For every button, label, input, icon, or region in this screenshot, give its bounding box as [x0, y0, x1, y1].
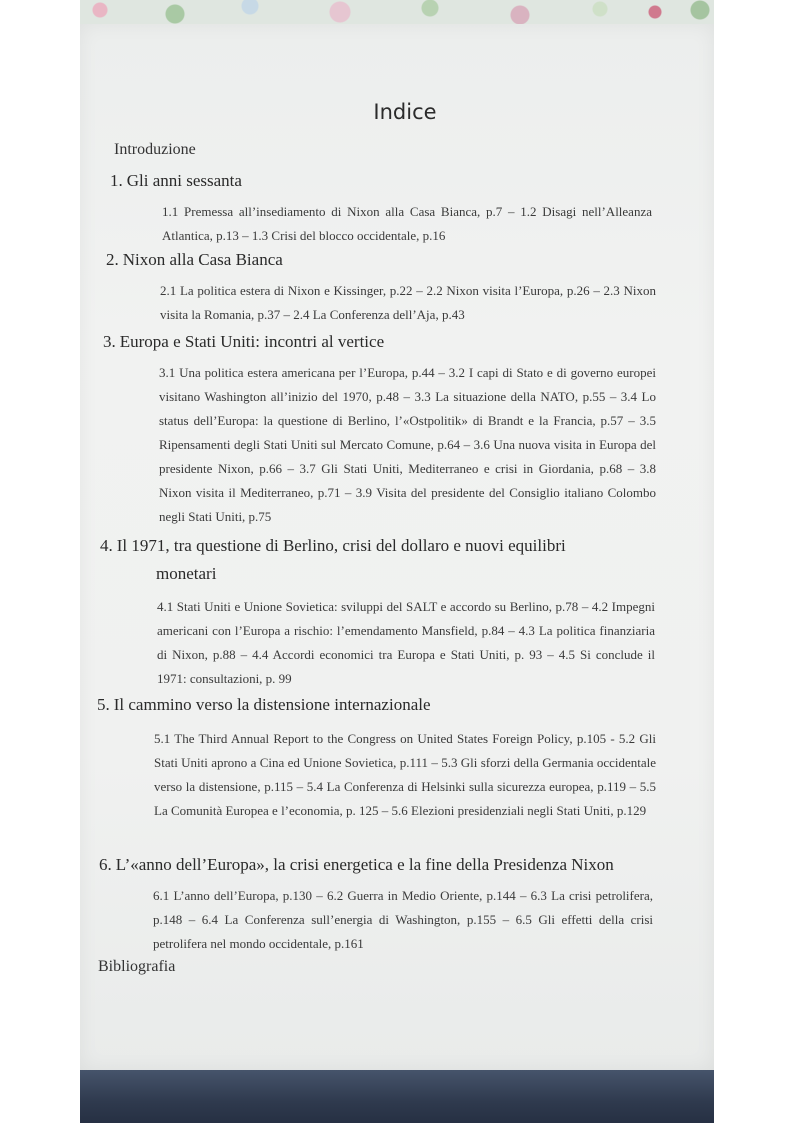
chapter-title: L’«anno dell’Europa», la crisi energetica e la fine della Presidenza Nixon: [115, 855, 614, 874]
bibliography-entry: Bibliografia: [98, 958, 176, 975]
dark-fabric-background: [80, 1070, 714, 1123]
chapter-title: Il 1971, tra questione di Berlino, crisi del dollaro e nuovi equilibri: [116, 536, 566, 555]
introduction-entry: Introduzione: [114, 141, 196, 158]
chapter-number: 2.: [106, 250, 119, 269]
chapter-3-heading: [103, 332, 384, 352]
chapter-number: 6.: [99, 855, 112, 874]
chapter-2-sections: 2.1 La politica estera di Nixon e Kissinger, p.22 – 2.2 Nixon visita l’Europa, p.26 – 2.3 Nixon visita la Romania, p.37 – 2.4 La Conferenza dell’Aja, p.43: [160, 283, 656, 322]
chapter-4-sections: 4.1 Stati Uniti e Unione Sovietica: sviluppi del SALT e accordo su Berlino, p.78 – 4.2 Impegni americani con l’Europa a rischio: l’emendamento Mansfield, p.84 – 4.3 La politica finanziaria di Nixon, p.88 – 4.4 Accordi economici tra Europa e Stati Uniti, p. 93 – 4.5 Si conclude il 1971: consultazioni, p. 99: [157, 599, 655, 686]
chapter-4-heading: [100, 536, 566, 556]
chapter-title: Il cammino verso la distensione internazionale: [113, 695, 431, 714]
page-title: Indice: [373, 100, 437, 124]
chapter-6-sections: 6.1 L’anno dell’Europa, p.130 – 6.2 Guerra in Medio Oriente, p.144 – 6.3 La crisi petrolifera, p.148 – 6.4 La Conferenza sull’energia di Washington, p.155 – 6.5 Gli effetti della crisi petrolifera nel mondo occidentale, p.161: [153, 888, 653, 951]
chapter-number: 4.: [100, 536, 113, 555]
chapter-6-heading: [99, 855, 614, 875]
chapter-title: Gli anni sessanta: [126, 171, 242, 190]
chapter-number: 3.: [103, 332, 116, 351]
chapter-number: 1.: [110, 171, 123, 190]
chapter-title: Europa e Stati Uniti: incontri al vertice: [119, 332, 385, 351]
chapter-number: 5.: [97, 695, 110, 714]
chapter-2-heading: [106, 250, 283, 270]
floral-fabric-background: [80, 0, 714, 26]
chapter-3-sections: 3.1 Una politica estera americana per l’Europa, p.44 – 3.2 I capi di Stato e di governo europei visitano Washington all’inizio del 1970, p.48 – 3.3 La situazione della NATO, p.55 – 3.4 Lo status dell’Europa: la questione di Berlino, l’«Ostpolitik» di Brandt e la Francia, p.57 – 3.5 Ripensamenti degli Stati Uniti sul Mercato Comune, p.64 – 3.6 Una nuova visita in Europa del presidente Nixon, p.66 – 3.7 Gli Stati Uniti, Mediterraneo e crisi in Giordania, p.68 – 3.8 Nixon visita il Mediterraneo, p.71 – 3.9 Visita del presidente del Consiglio italiano Colombo negli Stati Uniti, p.75: [159, 365, 656, 524]
chapter-4-heading-continued: monetari: [156, 564, 217, 583]
chapter-5-sections: 5.1 The Third Annual Report to the Congress on United States Foreign Policy, p.105 - 5.2 Gli Stati Uniti aprono a Cina ed Unione Sovietica, p.111 – 5.3 Gli sforzi della Germania occidentale verso la distensione, p.115 – 5.4 La Conferenza di Helsinki sulla sicurezza europea, p.119 – 5.5 La Comunità Europea e l’economia, p. 125 – 5.6 Elezioni presidenziali negli Stati Uniti, p.129: [154, 731, 656, 818]
chapter-1-sections: 1.1 Premessa all’insediamento di Nixon alla Casa Bianca, p.7 – 1.2 Disagi nell’Alleanza Atlantica, p.13 – 1.3 Crisi del blocco occidentale, p.16: [162, 204, 652, 243]
chapter-1-heading: [110, 171, 242, 191]
chapter-5-heading: [97, 695, 431, 715]
chapter-title: Nixon alla Casa Bianca: [122, 250, 283, 269]
